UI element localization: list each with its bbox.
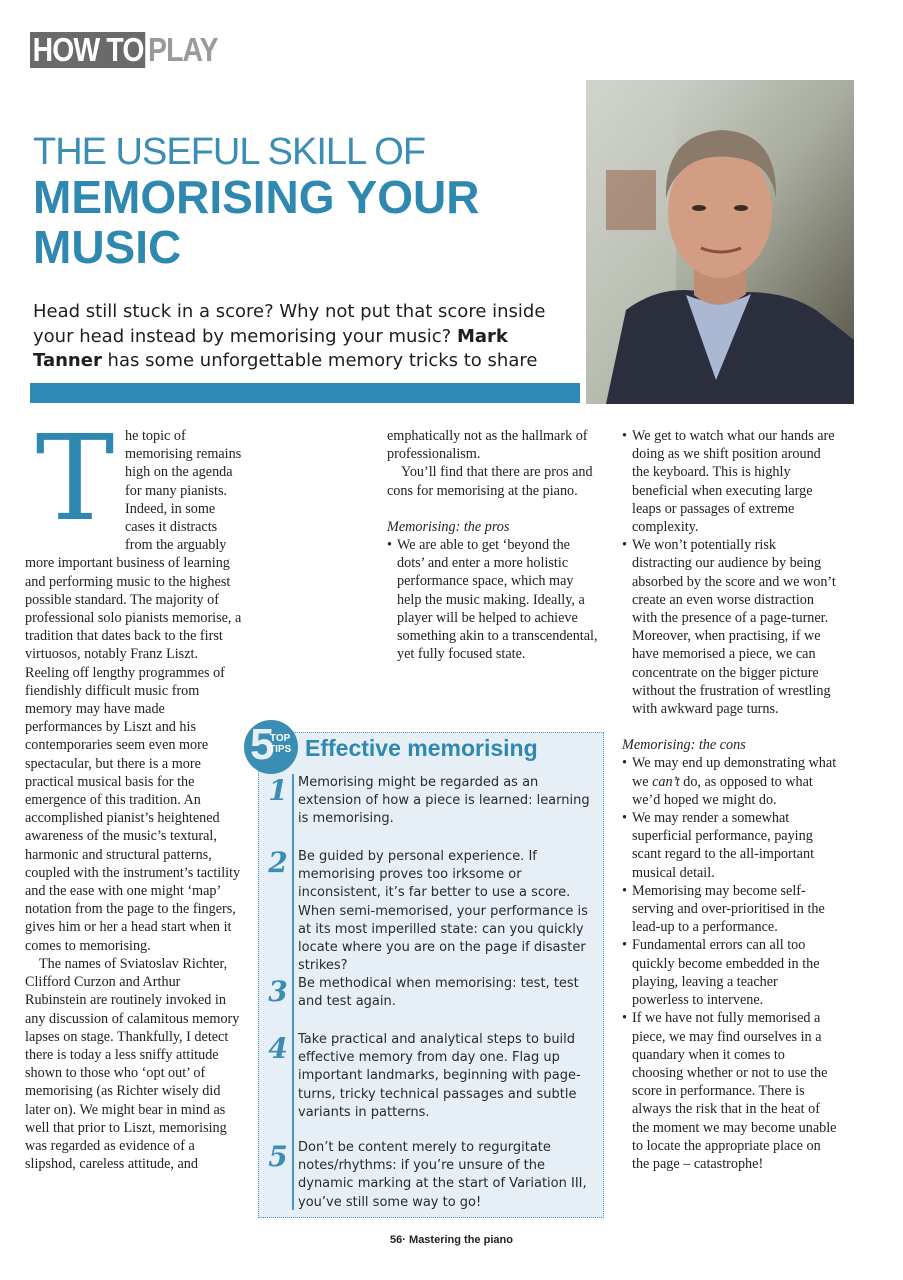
list-item: • We are able to get ‘beyond the dots’ and enter a more holistic performance space, which may help the music making. Ideally, a player will be helped to achieve something akin to a transcendental, yet fully focused state. [387,536,599,663]
tip-number: 1 [268,774,288,807]
badge-label [269,733,291,755]
tips-divider-line [292,774,294,1210]
pros-list-continued [622,427,837,718]
tip-text: Be methodical when memorising: test, test and test again. [298,976,579,1010]
section-tag-dark: HOW TO [30,32,145,68]
pros-heading: Memorising: the pros [387,518,510,535]
list-item: • We get to watch what our hands are doing as we shift position around the keyboard. This is highly beneficial when executing large leaps or passages of extreme complexity. [622,427,837,536]
badge-label-tips: TIPS [269,744,292,755]
page-footer [0,1234,903,1246]
tip-text: Don’t be content merely to regurgitate notes/rhythms: if you’re unsure of the dynamic marking at the start of Variation III, you’ve still some way to go! [298,1140,587,1210]
headline-kicker: THE USEFUL SKILL OF [33,131,426,173]
list-item [622,754,837,809]
tip-number: 2 [268,846,288,879]
tip-number: 4 [268,1032,288,1065]
standfirst-text: Head still stuck in a score? Why not put that score inside your head instead by memorising your music? [33,301,546,347]
body-column-3 [622,427,837,1173]
top-tips-badge [244,720,298,774]
cons-heading: Memorising: the cons [622,737,746,754]
body-paragraph-2: The names of Sviatoslav Richter, Clifford Curzon and Arthur Rubinstein are routinely invoked in any discussion of calamitous memory lapses on stage. Thankfully, I detect there is today a less sniffy attitude shown to those who ‘opt out’ of memorising (as Richter wisely did later on). We might bear in mind as well that prior to Liszt, memorising was regarded as evidence of a slipshod, careless attitude, and [25,955,240,1173]
magazine-name: Mastering the piano [409,1234,513,1246]
body-paragraph-3: emphatically not as the hallmark of professionalism. [387,428,588,463]
body-column-1 [25,409,243,1173]
list-item: • We won’t potentially risk distracting our audience by being absorbed by the score and we won’t create an even worse distraction with the presence of a page-turner. Moreover, when practising, if we have memorised a piece, we can concentrate on the bigger picture without the frustration of wrestling with awkward page turns. [622,536,837,718]
list-item-text-end: do, as opposed to what we’d hoped we might do. [632,773,813,808]
cons-list [622,754,837,1173]
tip-text: Be guided by personal experience. If memorising proves too irksome or inconsistent, it’s far better to use a score. When semi-memorised, your performance is at its most imperilled state: can you quickly locate where you are on the page if disaster strikes? [298,849,588,974]
tip-text: Take practical and analytical steps to build effective memory from day one. Flag up important landmarks, beginning with page-turns, tricky technical passages and subtle variants in patterns. [298,1032,581,1120]
list-item-text: We may end up demonstrating what we [632,755,837,790]
list-item: • Memorising may become self-serving and over-prioritised in the lead-up to a performance. [622,882,837,937]
list-item: • Fundamental errors can all too quickly become embedded in the playing, leaving a teacher powerless to intervene. [622,936,837,1009]
pros-list [387,536,599,663]
badge-label-top: TOP [269,733,291,744]
standfirst-text-end: has some unforgettable memory tricks to share [101,350,538,371]
page-number: 56 [390,1234,403,1246]
headline-main: MEMORISING YOUR MUSIC [33,171,480,273]
badge-number: 5 [250,720,275,769]
body-column-2 [387,427,599,663]
author-portrait-photo [586,80,854,404]
tip-number: 3 [268,975,288,1008]
author-portrait-illustration [586,80,854,404]
list-item: • We may render a somewhat superficial performance, paying scant regard to the all-important musical detail. [622,809,837,882]
list-item: • If we have not fully memorised a piece, we may find ourselves in a quandary when it comes to choosing whether or not to use the score in performance. There is always the risk that in the heat of the moment we may become unable to locate the appropriate place on the page – catastrophe! [622,1009,837,1173]
drop-cap: T [35,409,115,547]
tip-number: 5 [268,1140,288,1173]
author-name: Mark Tanner [33,325,508,371]
section-tag-light: PLAY [148,31,218,68]
list-item-emphasis: can’t [652,773,680,790]
tips-title: Effective memorising [305,735,538,761]
tip-text: Memorising might be regarded as an extension of how a piece is learned: learning is memorising. [298,775,590,827]
headline-divider-bar [30,383,580,403]
body-paragraph-4: You’ll find that there are pros and cons for memorising at the piano. [387,464,593,499]
standfirst [33,300,578,374]
section-tag [30,32,229,68]
body-paragraph-1: he topic of memorising remains high on the agenda for many pianists. Indeed, in some cases it distracts from the arguably more important business of learning and performing music to the highest possible standard. The majority of professional solo pianists memorise, a tradition that dates back to the first virtuosos, notably Franz Liszt. Reeling off lengthy programmes of fiendishly difficult music from memory may have made performances by Liszt and his contemporaries seem even more spectacular, but there is a more practical musical basis for the emergence of this tradition. An accomplished pianist’s heightened awareness of the music’s textural, harmonic and structural patterns, coupled with the instrument’s tactility and the ease with one might ‘map’ notation from the page to the fingers, gives him or her a head start when it comes to memorising. [25,428,242,954]
footer-separator: · [402,1234,410,1246]
